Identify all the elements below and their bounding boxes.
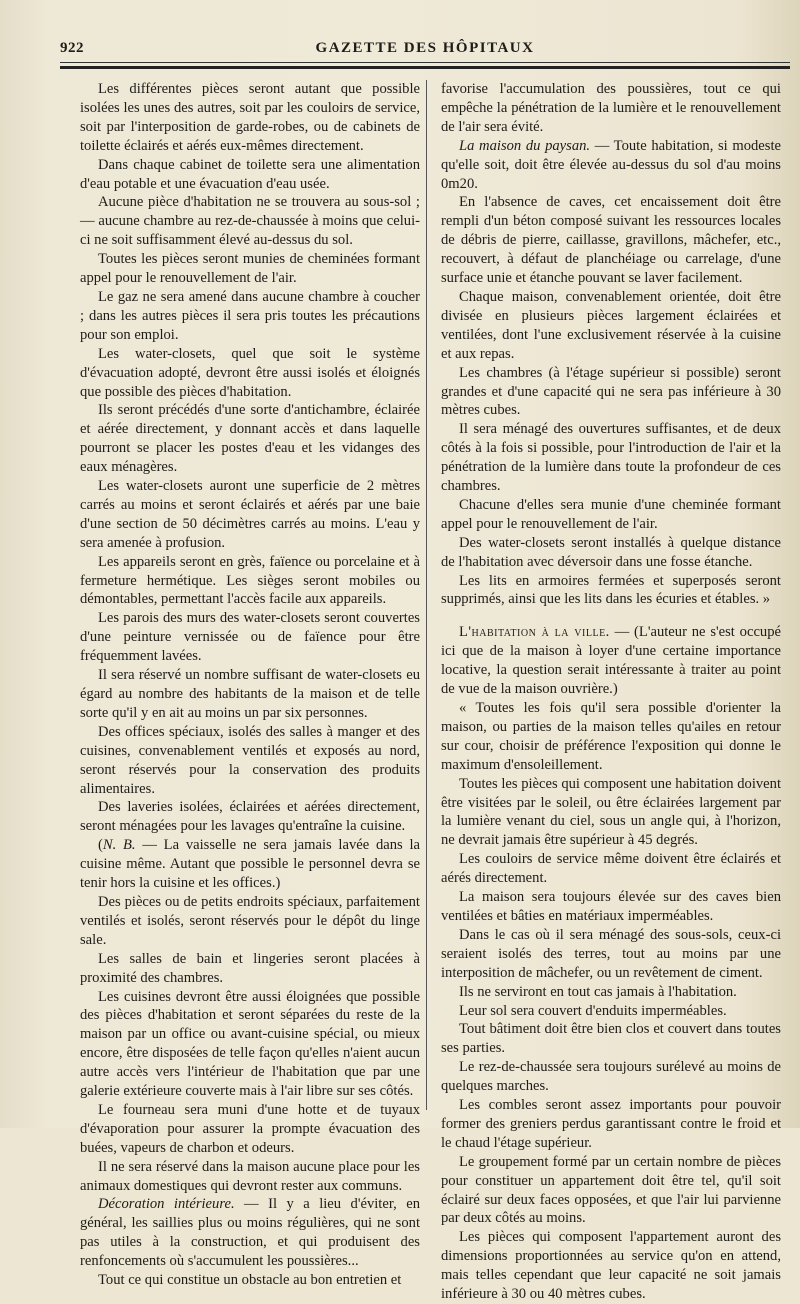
paragraph-text: Des offices spéciaux, isolés des salles à manger et des cuisines, convenablement ventilés et exposés au nord, seront réservés pour la conservation des produits alimentaires. <box>80 723 420 797</box>
paragraph-text: Des pièces ou de petits endroits spéciaux, parfaitement ventilés et isolés, seront réservés pour le dépôt du linge sale. <box>80 893 420 948</box>
paragraph-text: Toutes les pièces seront munies de cheminées formant appel pour le renouvellement de l'air. <box>80 251 420 287</box>
paragraph-text: Il ne sera réservé dans la maison aucune place pour les animaux domestiques qui devront rester aux communs. <box>80 1158 420 1194</box>
paragraph-prefix: ( <box>98 837 103 854</box>
paragraph-text: Il sera ménagé des ouvertures suffisantes, et de deux côtés à la fois si possible, pour l'introduction de l'air et la pénétration de la lumière dans toute la profondeur de ces chambres. <box>441 421 781 495</box>
paragraph <box>441 983 781 1002</box>
paragraph <box>441 572 781 610</box>
paragraph <box>441 775 781 851</box>
section-lead: Décoration intérieure. <box>98 1196 235 1213</box>
paragraph-text: Le gaz ne sera amené dans aucune chambre à coucher ; dans les autres pièces il sera pris toutes les précautions pour son emploi. <box>80 288 420 343</box>
paragraph-text: Ils seront précédés d'une sorte d'antichambre, éclairée et aérée directement, y donnant accès et dans laquelle pourront se placer les postes d'eau et les vidanges des eaux ménagères. <box>80 402 420 476</box>
page-number: 922 <box>60 40 84 56</box>
paragraph <box>441 1020 781 1058</box>
paragraph <box>80 1195 420 1271</box>
paragraph-text: Le rez-de-chaussée sera toujours surélevé au moins de quelques marches. <box>441 1059 781 1095</box>
paragraph <box>80 798 420 836</box>
paragraph <box>80 80 420 156</box>
paragraph <box>441 1096 781 1153</box>
paragraph-text: — Toute habitation, si modeste qu'elle soit, doit être élevée au-dessus du sol d'au moins 0m20. <box>441 137 781 192</box>
paragraph <box>441 137 781 194</box>
right-column <box>441 80 781 1304</box>
paragraph <box>80 1271 420 1290</box>
paragraph-text: Les cuisines devront être aussi éloignées que possible des pièces d'habitation et seront séparées du reste de la maison par un office ou avant-cuisine spécial, ou mieux encore, être disposées de telle façon qu'elles n'aient aucun autre accès vers l'intérieur de l'habitation que par une galerie extérieure couverte mais à l'air libre sur ses côtés. <box>80 988 420 1100</box>
paragraph <box>80 250 420 288</box>
paragraph-text: Les chambres (à l'étage supérieur si possible) seront grandes et d'une capacité qui ne sera pas inférieure à 30 mètres cubes. <box>441 364 781 419</box>
paragraph-text: Ils ne serviront en tout cas jamais à l'habitation. <box>459 983 737 1000</box>
paragraph-text: Les pièces qui composent l'appartement auront des dimensions proportionnées au service qu'on en attend, mais telles cependant que leur capacité ne soit jamais inférieure à 30 ou 40 mètres cubes. <box>441 1229 781 1303</box>
paragraph <box>441 926 781 983</box>
paragraph <box>441 193 781 288</box>
paragraph-text: Le fourneau sera muni d'une hotte et de tuyaux d'évaporation pour assurer la prompte évacuation des buées, vapeurs de charbon et odeurs. <box>80 1101 420 1156</box>
paragraph-text: Chaque maison, convenablement orientée, doit être divisée en plusieurs pièces largement éclairées et ventilées, dont l'une exclusivement réservée à la cuisine et aux repas. <box>441 288 781 362</box>
paragraph <box>80 723 420 799</box>
paragraph-text: La maison sera toujours élevée sur des caves bien ventilées et bâties en matériaux imperméables. <box>441 889 781 924</box>
paragraph <box>80 553 420 610</box>
paragraph-text: Chacune d'elles sera munie d'une cheminée formant appel pour le renouvellement de l'air. <box>441 496 781 532</box>
paragraph-text: Des laveries isolées, éclairées et aérées directement, seront ménagées pour les lavages qu'entraîne la cuisine. <box>80 799 420 835</box>
paragraph <box>80 401 420 477</box>
paragraph <box>441 496 781 534</box>
column-divider <box>426 80 427 1110</box>
paragraph-text: Les water-closets, quel que soit le système d'évacuation adopté, devront être aussi isolés et éloignés que possible des pièces d'habitation. <box>80 345 420 400</box>
paragraph-text: Toutes les pièces qui composent une habitation doivent être visitées par le soleil, ou être éclairées largement par la lumière venant du ciel, sous un angle qui, à l'horizon, ne devrait jamais être supérieur à 45 degrés. <box>441 775 781 849</box>
paragraph-text: En l'absence de caves, cet encaissement doit être rempli d'un béton composé suivant les ressources locales de débris de pierre, caillasse, gravillons, mâchefer, etc., recouvert, à défaut de planchéiage ou carrelage, d'une surface unie et étanche pouvant se laver facilement. <box>441 194 781 287</box>
page-header <box>60 40 790 64</box>
paragraph-text: — (L'auteur ne s'est occupé ici que de la maison à loyer d'une certaine importance locative, la question serait intéressante à traiter au point de vue de la maison ouvrière.) <box>441 624 781 698</box>
paragraph-text: Tout bâtiment doit être bien clos et couvert dans toutes ses parties. <box>441 1021 781 1057</box>
paragraph-text: Dans chaque cabinet de toilette sera une alimentation d'eau potable et une évacuation d'eau usée. <box>80 156 420 192</box>
paragraph <box>441 1058 781 1096</box>
section-lead: N. B. <box>102 837 136 854</box>
paragraph <box>80 288 420 345</box>
paragraph-text: Leur sol sera couvert d'enduits imperméables. <box>459 1002 727 1019</box>
paragraph <box>80 950 420 988</box>
paragraph-text: Les salles de bain et lingeries seront placées à proximité des chambres. <box>80 950 420 986</box>
paragraph-text: Dans le cas où il sera ménagé des sous-sols, ceux-ci seraient isolés des terres, tout au moins par une interposition de mâchefer, ou un revêtement de ciment. <box>441 926 781 981</box>
paragraph-text: Aucune pièce d'habitation ne se trouvera au sous-sol ; — aucune chambre au rez-de-chaussée à moins que celui-ci ne soit suffisamment élevé au-dessus du sol. <box>80 194 420 249</box>
header-rule-thick <box>60 66 790 69</box>
paragraph-text: Il sera réservé un nombre suffisant de water-closets eu égard au nombre des habitants de la maison et de telle sorte qu'il y en ait au moins un par six personnes. <box>80 667 420 721</box>
paragraph <box>80 836 420 893</box>
paragraph <box>80 666 420 723</box>
paragraph-text: Le groupement formé par un certain nombre de pièces pour constituer un appartement doit être tel, qu'il soit éclairé sur deux faces opposées, et que l'air lui parvienne par deux côtés au moins. <box>441 1153 781 1227</box>
paragraph-text: Les combles seront assez importants pour pouvoir former des greniers perdus garantissant contre le froid et le chaud l'étage supérieur. <box>441 1097 781 1151</box>
paragraph <box>80 156 420 194</box>
paragraph <box>441 364 781 421</box>
paragraph <box>441 1002 781 1021</box>
paragraph <box>441 288 781 364</box>
paragraph <box>80 1158 420 1196</box>
paragraph-text: Les lits en armoires fermées et superposés seront supprimés, ainsi que les lits dans les écuries et étables. » <box>441 572 781 608</box>
paragraph <box>80 988 420 1101</box>
left-column <box>80 80 420 1290</box>
paragraph-text: Tout ce qui constitue un obstacle au bon entretien et <box>98 1272 402 1289</box>
paragraph <box>441 420 781 496</box>
paragraph <box>441 699 781 775</box>
paragraph-text: — Il y a lieu d'éviter, en général, les saillies plus ou moins régulières, qui ne sont pas utiles à la construction, et qui produisent des renfoncements où s'accumulent les poussières... <box>80 1196 420 1270</box>
paragraph-text: Des water-closets seront installés à quelque distance de l'habitation avec déversoir dans une fosse étanche. <box>441 534 781 570</box>
paragraph <box>441 623 781 699</box>
paragraph-text: Les appareils seront en grès, faïence ou porcelaine et à fermeture hermétique. Les sièges seront mobiles ou démontables, permettant l'accès facile aux appareils. <box>80 553 420 608</box>
paragraph <box>441 888 781 926</box>
paragraph <box>441 850 781 888</box>
paragraph <box>441 80 781 137</box>
paragraph <box>80 1101 420 1158</box>
paragraph-text: « Toutes les fois qu'il sera possible d'orienter la maison, ou parties de la maison telles qu'ailes en retour sur cour, choisir de préférence l'exposition qui donne le maximum d'ensoleillement. <box>441 700 781 773</box>
section-lead: La maison du paysan. <box>459 137 591 154</box>
paragraph <box>80 477 420 553</box>
paragraph <box>80 345 420 402</box>
paragraph-text: Les couloirs de service même doivent être éclairés et aérés directement. <box>441 851 781 887</box>
paragraph-text: — La vaisselle ne sera jamais lavée dans la cuisine même. Autant que possible le personnel devra se tenir hors la cuisine et les offices.) <box>80 837 420 892</box>
section-heading: L'habitation à la ville. <box>459 624 610 641</box>
paragraph <box>441 534 781 572</box>
paragraph <box>80 193 420 250</box>
paragraph-text: Les différentes pièces seront autant que possible isolées les unes des autres, soit par les couloirs de service, soit par l'interposition de garde-robes, ou de cabinets de toilette éclairés et aérés eux-mêmes directement. <box>80 81 420 154</box>
paragraph-text: Les water-closets auront une superficie de 2 mètres carrés au moins et seront éclairés et aérés par une baie d'une section de 50 décimètres carrés au moins. L'eau y sera amenée à profusion. <box>80 478 420 551</box>
paragraph-text: Les parois des murs des water-closets seront couvertes d'une peinture vernissée ou de faïence pour être fréquemment lavées. <box>80 610 420 665</box>
paragraph <box>80 609 420 666</box>
paragraph <box>441 1228 781 1304</box>
paragraph <box>441 1153 781 1229</box>
journal-title: GAZETTE DES HÔPITAUX <box>315 40 535 56</box>
paragraph <box>80 893 420 950</box>
section-gap <box>441 609 781 623</box>
header-rule-thin <box>60 62 790 63</box>
paragraph-text: favorise l'accumulation des poussières, tout ce qui empêche la pénétration de la lumière et le renouvellement de l'air sera évité. <box>441 81 781 135</box>
